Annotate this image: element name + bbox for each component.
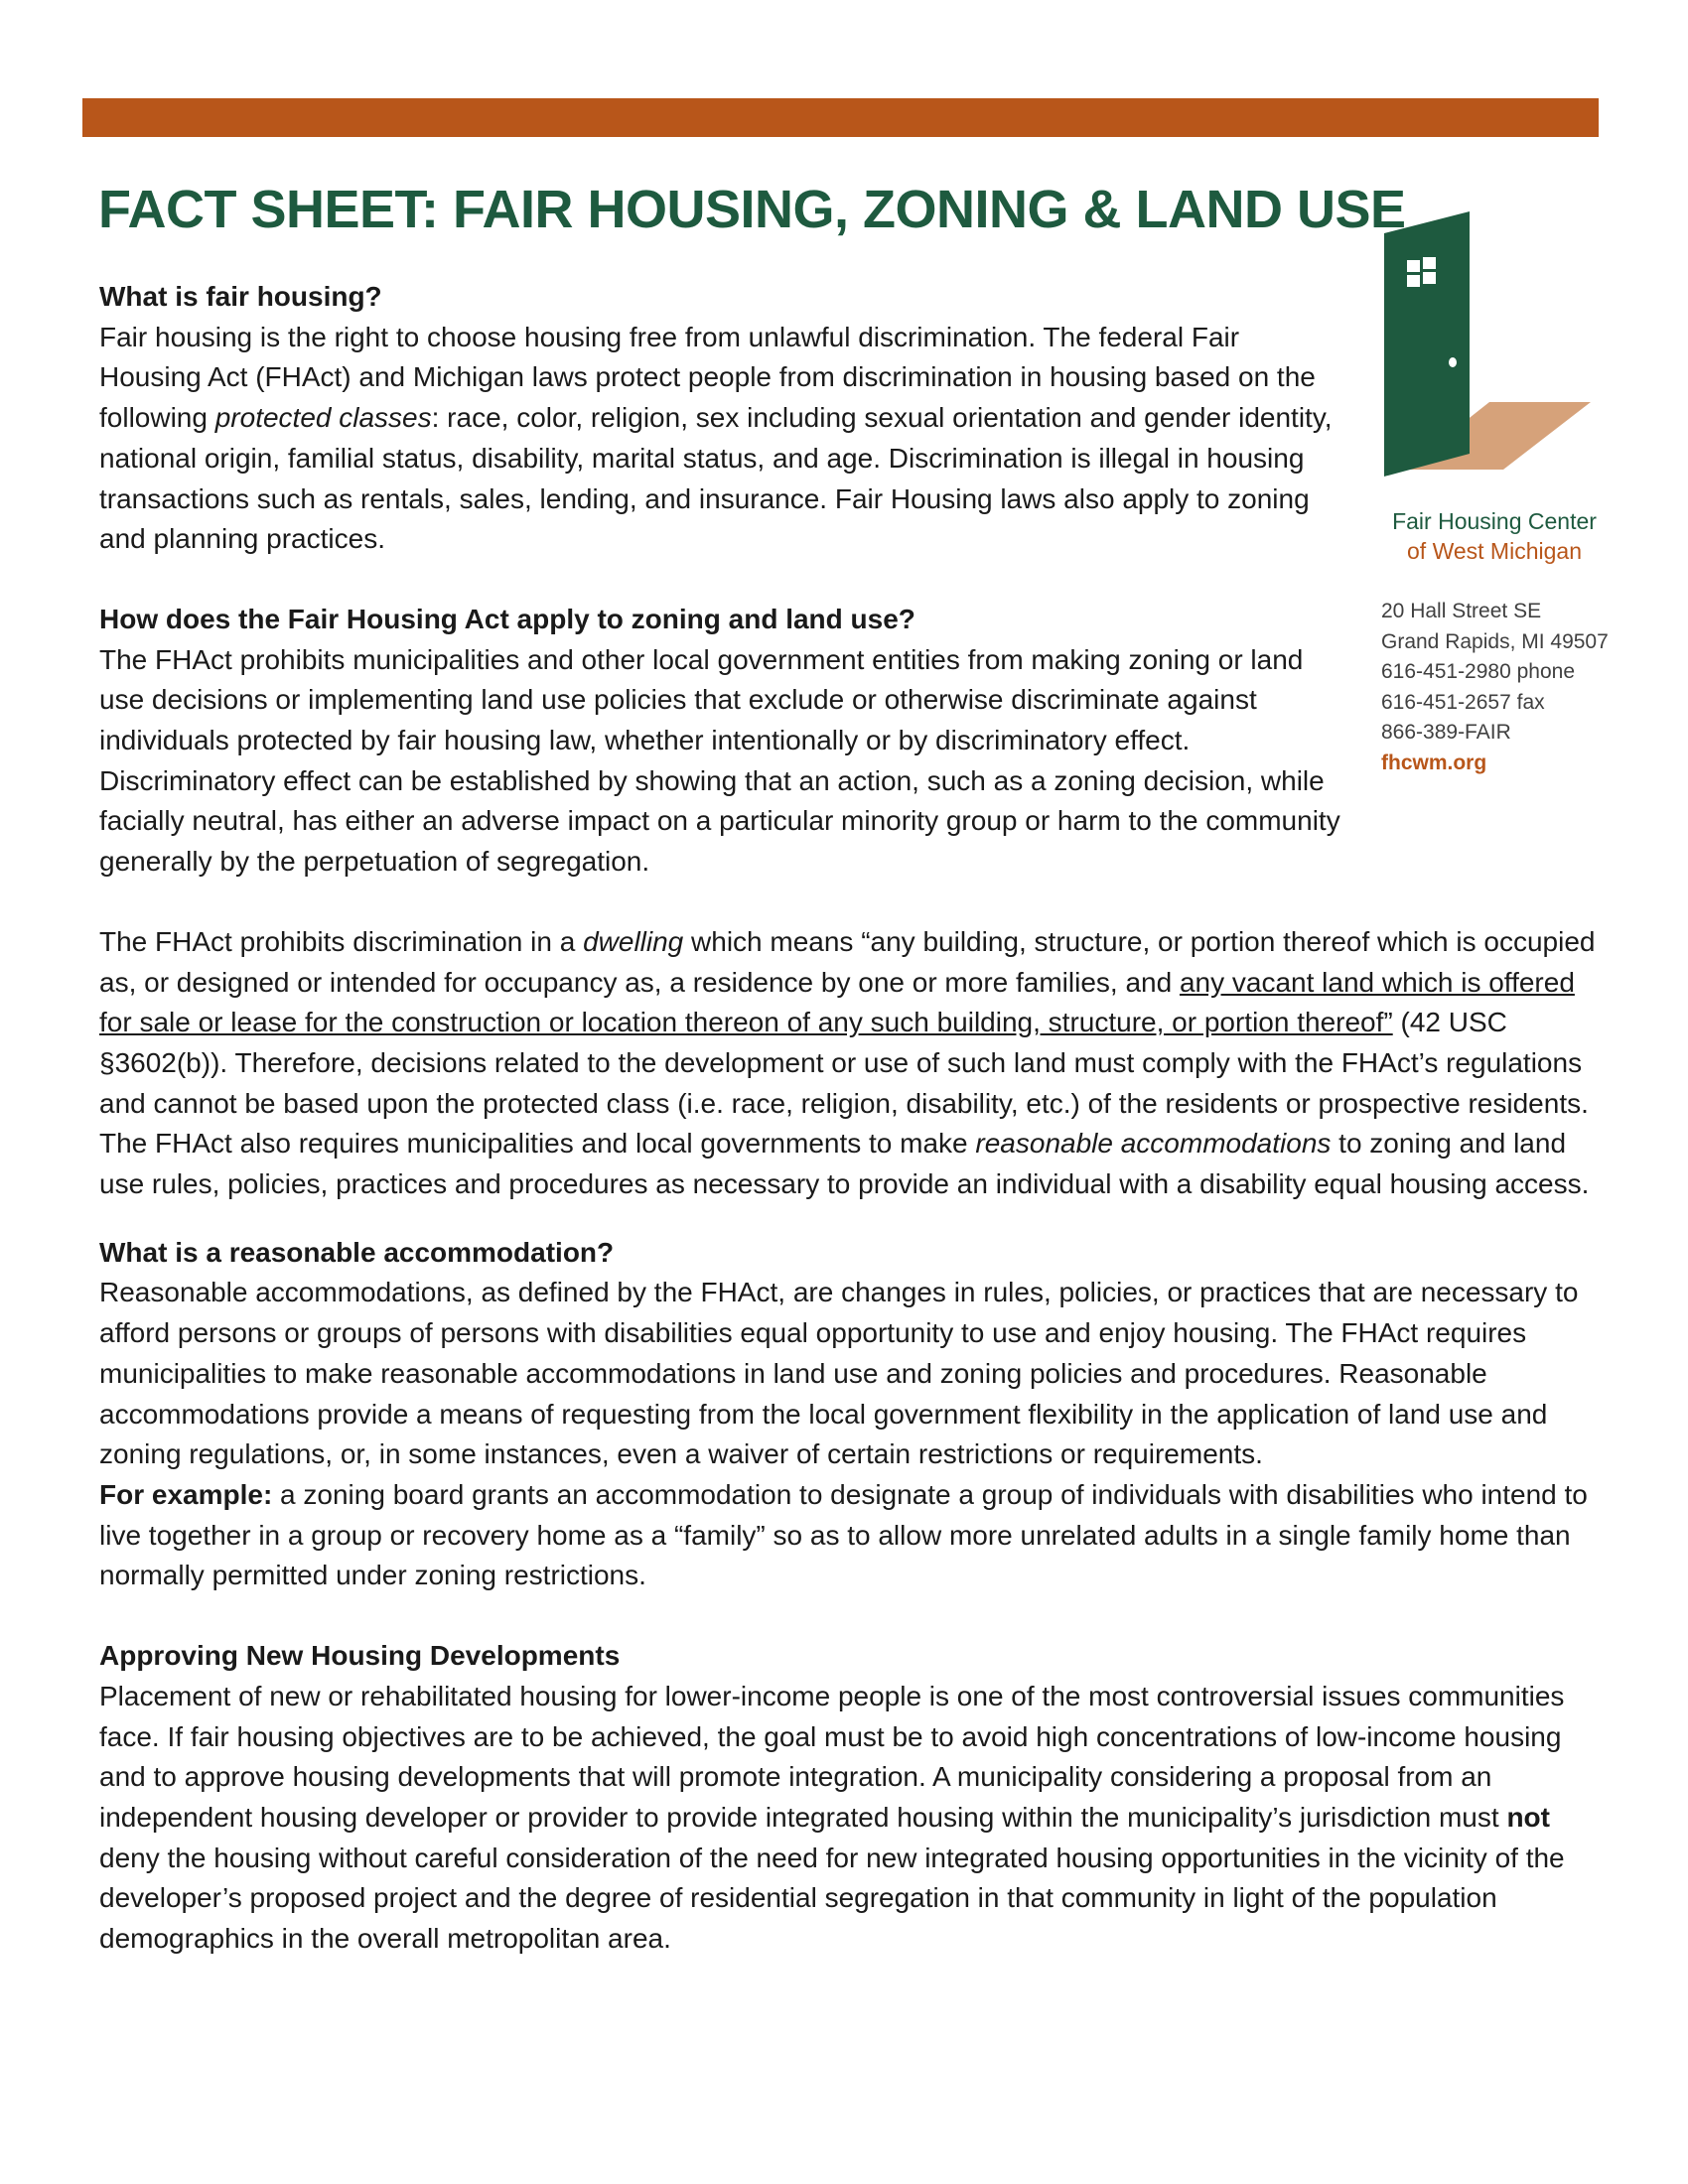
section-heading: Approving New Housing Developments [99, 1640, 621, 1672]
section-body: Reasonable accommodations, as defined by the FHAct, are changes in rules, policies, or practices that are necessary to afford persons or groups of persons with disabilities equal opportunity to use and enjoy housing. The FHAct requires municipalities to make reasonable accommodations in land use and zoning policies and procedures. Reasonable accommodations provide a means of requesting from the local government flexibility in the application of land use and zoning regulations, or, in some instances, even a waiver of certain restrictions or requirements. [99, 1277, 1579, 1470]
section-body [99, 1677, 1599, 1960]
main-content [99, 277, 1599, 1960]
body-text: which means “any building, structure, or portion thereof which is occupied as, or designed or intended for occupancy as, a residence by one or more families, and [99, 925, 1596, 998]
section-heading: What is a reasonable accommodation? [99, 1236, 615, 1268]
body-text: The FHAct prohibits discrimination in a [99, 925, 584, 957]
section-accommodation [99, 1233, 1599, 1596]
emphasis-text: protected classes [214, 402, 432, 434]
header-accent-bar [82, 98, 1599, 137]
body-text: (42 USC §3602(b)). Therefore, decisions related to the development or use of such land must comply with the FHAct’s regulations and cannot be based upon the protected class (i.e. race, religion, disability, etc.) of the residents or prospective residents. The FHAct also requires municipalities and local governments to make [99, 1007, 1589, 1160]
body-text: Fair housing is the right to choose housing free from unlawful discrimination. The federal Fair Housing Act (FHAct) and Michigan laws protect people from discrimination in housing based on the following [99, 321, 1316, 434]
emphasis-text: dwelling [583, 925, 684, 957]
section-body [99, 922, 1599, 1205]
contact-city: Grand Rapids, MI 49507 [1381, 629, 1609, 653]
underlined-quote: any vacant land which is offered for sale or lease for the construction or location thereon of any such building, structure, or portion thereof” [99, 966, 1575, 1038]
section-zoning [99, 600, 1350, 883]
page-title: FACT SHEET: FAIR HOUSING, ZONING & LAND USE [98, 180, 1406, 239]
body-text: Placement of new or rehabilitated housing for lower-income people is one of the most controversial issues communities face. If fair housing objectives are to be achieved, the goal must be to avoid high concentrations of low-income housing and to approve housing developments that will promote integration. A municipality considering a proposal from an independent housing developer or provider to provide integrated housing within the municipality’s jurisdiction must [99, 1680, 1565, 1833]
body-text: a zoning board grants an accommodation to designate a group of individuals with disabilities who intend to live together in a group or recovery home as a “family” so as to allow more unrelated adults in a single family home than normally permitted under zoning restrictions. [99, 1478, 1588, 1591]
organization-name-line1: Fair Housing Center [1392, 508, 1597, 534]
section-body [99, 318, 1340, 560]
contact-fax: 616-451-2657 fax [1381, 690, 1545, 714]
body-text: to zoning and land use rules, policies, practices and procedures as necessary to provide an individual with a disability equal housing access. [99, 1128, 1590, 1200]
section-dwelling [99, 922, 1599, 1205]
section-fair-housing [99, 277, 1340, 560]
example-paragraph [99, 1475, 1599, 1596]
contact-phone: 616-451-2980 phone [1381, 660, 1576, 683]
section-developments [99, 1636, 1599, 1960]
body-text: : race, color, religion, sex including sexual orientation and gender identity, national origin, familial status, disability, marital status, and age. Discrimination is illegal in housing transactions such as rentals, sales, lending, and insurance. Fair Housing laws also apply to zoning and planning practices. [99, 402, 1333, 555]
body-text: deny the housing without careful consideration of the need for new integrated housing opportunities in the vicinity of the developer’s proposed project and the degree of residential segregation in that community in light of the population demographics in the overall metropolitan area. [99, 1842, 1565, 1955]
section-body: The FHAct prohibits municipalities and other local government entities from making zoning or land use decisions or implementing land use policies that exclude or otherwise discriminate against individuals protected by fair housing law, whether intentionally or by discriminatory effect. Discriminatory effect can be established by showing that an action, such as a zoning decision, while facially neutral, has either an adverse impact on a particular minority group or harm to the community generally by the perpetuation of segregation. [99, 643, 1340, 878]
section-heading: How does the Fair Housing Act apply to zoning and land use? [99, 603, 915, 634]
emphasis-text: reasonable accommodations [975, 1128, 1332, 1160]
section-heading: What is fair housing? [99, 281, 382, 312]
contact-address: 20 Hall Street SE [1381, 600, 1542, 622]
example-label: For example: [99, 1478, 273, 1510]
bold-text: not [1506, 1801, 1550, 1833]
organization-name-line2: of West Michigan [1407, 538, 1582, 564]
contact-tollfree: 866-389-FAIR [1381, 721, 1511, 744]
website-link[interactable]: fhcwm.org [1381, 751, 1487, 774]
